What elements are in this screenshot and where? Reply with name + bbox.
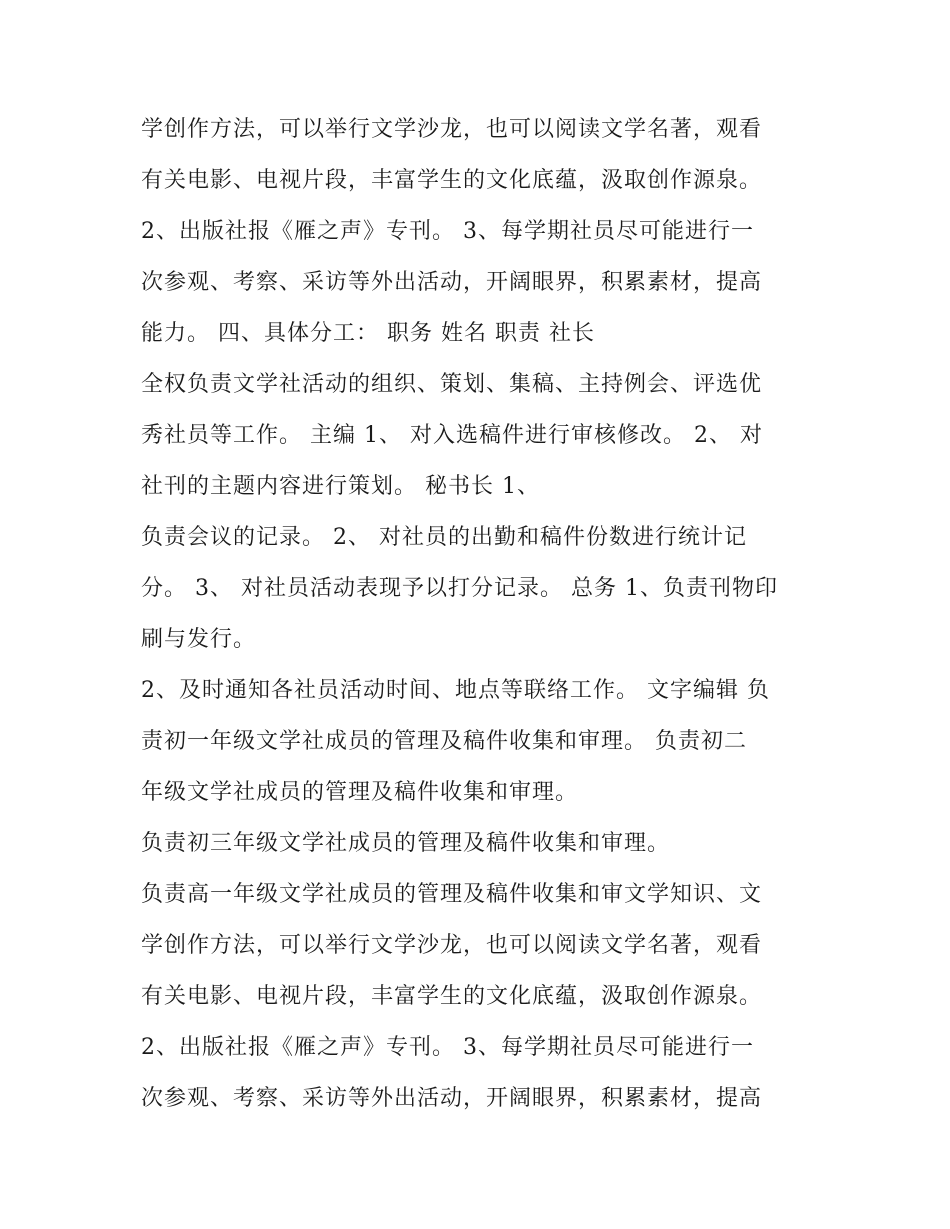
text-line: 学创作方法，可以举行文学沙龙，也可以阅读文学名著，观看	[141, 117, 763, 142]
text-line: 次参观、考察、采访等外出活动，开阔眼界，积累素材，提高	[141, 1086, 763, 1111]
text-line: 2、及时通知各社员活动时间、地点等联络工作。 文字编辑 负	[141, 678, 770, 703]
text-line: 有关电影、电视片段，丰富学生的文化底蕴，汲取创作源泉。	[141, 168, 763, 193]
text-line: 学创作方法，可以举行文学沙龙，也可以阅读文学名著，观看	[141, 933, 763, 958]
text-line: 分。 3、 对社员活动表现予以打分记录。 总务 1、负责刊物印	[141, 576, 778, 601]
text-line: 刷与发行。	[141, 627, 257, 652]
text-line: 秀社员等工作。 主编 1、 对入选稿件进行审核修改。 2、 对	[141, 423, 763, 448]
text-line: 负责高一年级文学社成员的管理及稿件收集和审文学知识、文	[141, 882, 763, 907]
text-line: 有关电影、电视片段，丰富学生的文化底蕴，汲取创作源泉。	[141, 984, 763, 1009]
document-body	[141, 104, 821, 1124]
text-line: 负责初三年级文学社成员的管理及稿件收集和审理。	[141, 831, 671, 856]
text-line: 全权负责文学社活动的组织、策划、集稿、主持例会、评选优	[141, 372, 763, 397]
text-line: 负责会议的记录。 2、 对社员的出勤和稿件份数进行统计记	[141, 525, 747, 550]
text-line: 责初一年级文学社成员的管理及稿件收集和审理。 负责初二	[141, 729, 747, 754]
text-line: 社刊的主题内容进行策划。 秘书长 1、	[141, 474, 540, 499]
text-line: 能力。 四、具体分工： 职务 姓名 职责 社长	[141, 321, 595, 346]
text-line: 2、出版社报《雁之声》专刊。 3、每学期社员尽可能进行一	[141, 1035, 754, 1060]
text-line: 2、出版社报《雁之声》专刊。 3、每学期社员尽可能进行一	[141, 219, 754, 244]
text-line: 年级文学社成员的管理及稿件收集和审理。	[141, 780, 579, 805]
text-line: 次参观、考察、采访等外出活动，开阔眼界，积累素材，提高	[141, 270, 763, 295]
